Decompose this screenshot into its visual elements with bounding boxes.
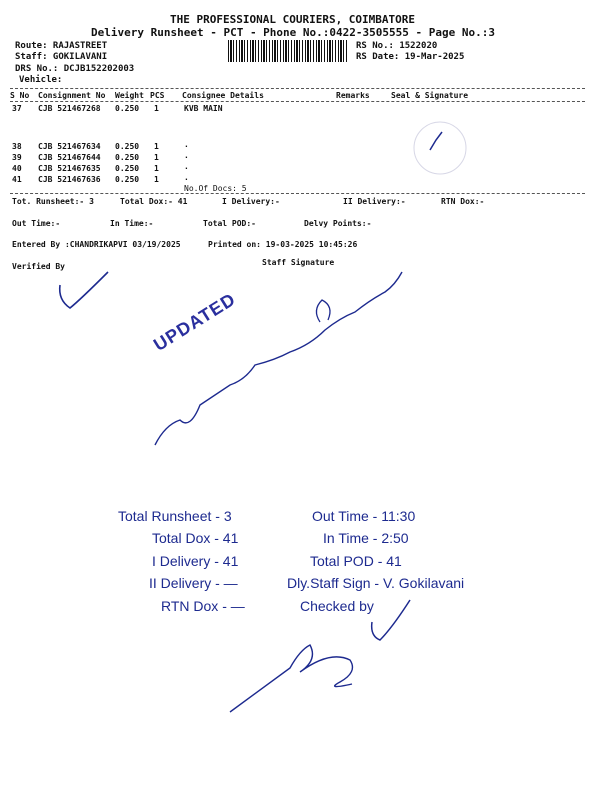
table-row-pcs: 1 bbox=[154, 175, 159, 184]
table-row-pcs: 1 bbox=[154, 153, 159, 162]
printed-on: Printed on: 19-03-2025 10:45:26 bbox=[208, 240, 358, 249]
vehicle-label: Vehicle: bbox=[19, 75, 63, 85]
total-pod: Total POD:- bbox=[203, 219, 256, 228]
verified-tick-mark bbox=[60, 272, 108, 308]
col-header-pcs: PCS bbox=[150, 91, 165, 100]
divider bbox=[10, 88, 585, 89]
table-row-details: . bbox=[184, 162, 189, 171]
table-row-sno: 40 bbox=[12, 164, 22, 173]
divider bbox=[10, 101, 585, 102]
table-row-weight: 0.250 bbox=[115, 175, 140, 184]
seal-tick-mark bbox=[430, 132, 442, 150]
rs-number: RS No.: 1522020 bbox=[356, 41, 438, 51]
col-header-consignment: Consignment No bbox=[38, 91, 106, 100]
seal-faint-circle bbox=[414, 122, 466, 174]
hw-checked-by: Checked by bbox=[300, 598, 374, 614]
table-row-pcs: 1 bbox=[154, 142, 159, 151]
ii-delivery: II Delivery:- bbox=[343, 197, 406, 206]
table-row-details: KVB MAIN bbox=[184, 104, 223, 113]
entered-by: Entered By :CHANDRIKAPVI 03/19/2025 bbox=[12, 240, 181, 249]
table-row-pcs: 1 bbox=[154, 164, 159, 173]
i-delivery: I Delivery:- bbox=[222, 197, 280, 206]
route-label: Route: RAJASTREET bbox=[15, 41, 108, 51]
table-row-pcs: 1 bbox=[154, 104, 159, 113]
table-row-sno: 37 bbox=[12, 104, 22, 113]
col-header-seal: Seal & Signature bbox=[391, 91, 469, 100]
in-time: In Time:- bbox=[110, 219, 154, 228]
col-header-sno: S No bbox=[10, 91, 30, 100]
table-row-details: . bbox=[184, 173, 189, 182]
checked-tick-mark bbox=[372, 600, 410, 640]
table-row-weight: 0.250 bbox=[115, 104, 140, 113]
rtn-dox: RTN Dox:- bbox=[441, 197, 485, 206]
staff-signature-loop bbox=[316, 300, 330, 322]
staff-label: Staff: GOKILAVANI bbox=[15, 52, 108, 62]
barcode-image bbox=[228, 40, 348, 62]
rs-date: RS Date: 19-Mar-2025 bbox=[356, 52, 465, 62]
hw-in-time: In Time - 2:50 bbox=[323, 530, 409, 546]
table-row-consignment: CJB 521467636 bbox=[38, 175, 101, 184]
document-subtitle: Delivery Runsheet - PCT - Phone No.:0422-3505555 - Page No.:3 bbox=[91, 26, 495, 39]
bottom-signature bbox=[230, 645, 352, 712]
table-row-weight: 0.250 bbox=[115, 142, 140, 151]
staff-signature-label: Staff Signature bbox=[262, 258, 335, 267]
table-row-consignment: CJB 521467635 bbox=[38, 164, 101, 173]
table-row-sno: 39 bbox=[12, 153, 22, 162]
verified-by-label: Verified By bbox=[12, 262, 65, 271]
hw-i-delivery: I Delivery - 41 bbox=[152, 553, 239, 569]
table-row-consignment: CJB 521467268 bbox=[38, 104, 101, 113]
tot-runsheet: Tot. Runsheet:- 3 bbox=[12, 197, 94, 206]
col-header-consignee: Consignee Details bbox=[182, 91, 264, 100]
table-row-consignment: CJB 521467644 bbox=[38, 153, 101, 162]
hw-total-runsheet: Total Runsheet - 3 bbox=[118, 508, 232, 524]
divider bbox=[10, 193, 585, 194]
col-header-remarks: Remarks bbox=[336, 91, 370, 100]
col-header-weight: Weight bbox=[115, 91, 144, 100]
hw-dly-staff-sign: Dly.Staff Sign - V. Gokilavani bbox=[287, 575, 465, 591]
total-dox: Total Dox:- 41 bbox=[120, 197, 188, 206]
delvy-points: Delvy Points:- bbox=[304, 219, 372, 228]
no-of-docs: No.Of Docs: 5 bbox=[184, 184, 247, 193]
hw-out-time: Out Time - 11:30 bbox=[312, 508, 416, 524]
table-row-weight: 0.250 bbox=[115, 164, 140, 173]
table-row-weight: 0.250 bbox=[115, 153, 140, 162]
document-title: THE PROFESSIONAL COURIERS, COIMBATORE bbox=[170, 13, 416, 26]
out-time: Out Time:- bbox=[12, 219, 61, 228]
table-row-consignment: CJB 521467634 bbox=[38, 142, 101, 151]
hw-total-dox: Total Dox - 41 bbox=[152, 530, 239, 546]
hw-rtn-dox: RTN Dox - — bbox=[161, 598, 245, 614]
updated-stamp: UPDATED bbox=[150, 288, 240, 355]
table-row-sno: 41 bbox=[12, 175, 22, 184]
table-row-details: . bbox=[184, 140, 189, 149]
hw-total-pod: Total POD - 41 bbox=[310, 553, 402, 569]
drs-number: DRS No.: DCJB152202003 bbox=[15, 64, 135, 74]
staff-signature-scribble bbox=[155, 272, 402, 445]
table-row-details: . bbox=[184, 151, 189, 160]
table-row-sno: 38 bbox=[12, 142, 22, 151]
hw-ii-delivery: II Delivery - — bbox=[149, 575, 238, 591]
